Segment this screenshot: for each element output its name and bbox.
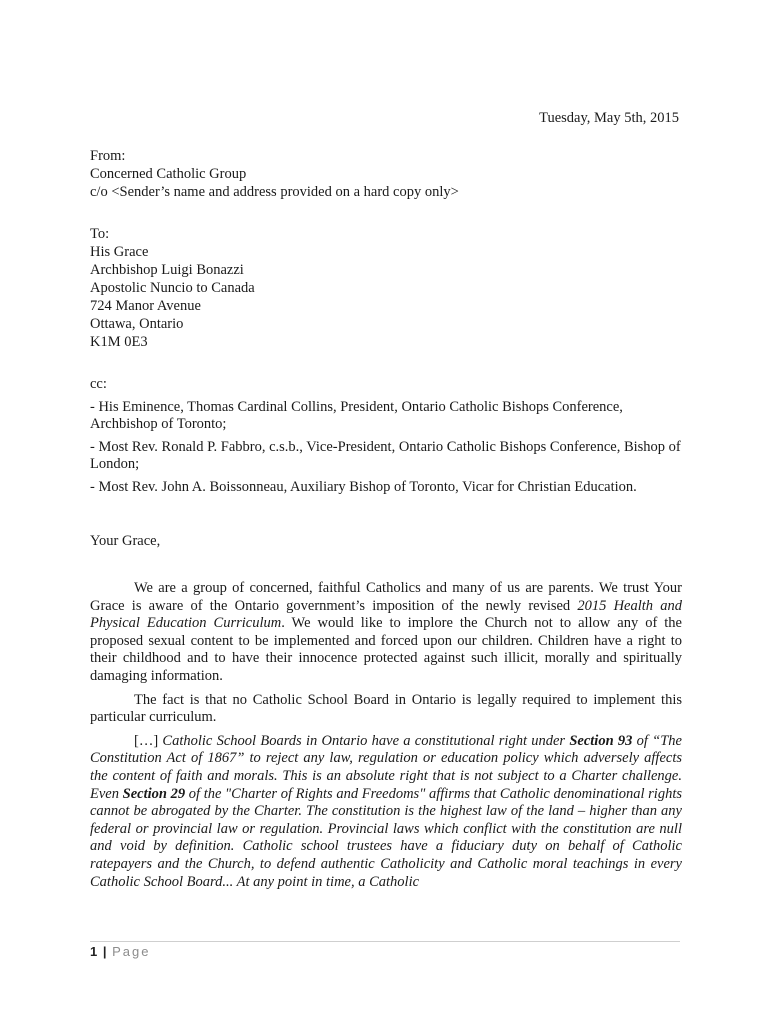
- cc-item: - Most Rev. Ronald P. Fabbro, c.s.b., Vice-President, Ontario Catholic Bishops Conference, Bishop of London;: [90, 439, 681, 472]
- recipient-line: Apostolic Nuncio to Canada: [90, 280, 255, 296]
- recipient-block: [90, 225, 682, 351]
- quoted-paragraph: [90, 733, 682, 891]
- quote-text: of the "Charter of Rights and Freedoms" affirms that Catholic denominational rights cannot be abrogated by the Charter. The constitution is the highest law of the land – higher than any federal or provincial law or regulation. Provincial laws which conflict with the constitution are null and void by definition. Catholic school trustees have a fiduciary duty on behalf of Catholic ratepayers and the Church, to defend authentic Catholicity and Catholic moral teachings in every Catholic School Board... At any point in time, a Catholic: [90, 785, 682, 890]
- footer-separator: |: [102, 944, 108, 959]
- quote-emphasis: Section 29: [122, 785, 186, 802]
- page-footer: [90, 944, 151, 959]
- from-label: From:: [90, 148, 126, 164]
- page-number: 1: [90, 944, 99, 959]
- to-label: To:: [90, 226, 110, 242]
- salutation: Your Grace,: [90, 533, 161, 549]
- quote-text: of “The Constitution Act of 1867” to reject any law, regulation or education policy which adversely affects the content of faith and morals. This is an absolute right that is not subject to a Charter challenge. Even: [90, 732, 682, 802]
- body-paragraph: [90, 580, 682, 686]
- recipient-line: K1M 0E3: [90, 334, 148, 350]
- body-paragraph: [90, 692, 682, 727]
- page-label: Page: [112, 944, 151, 959]
- recipient-line: Archbishop Luigi Bonazzi: [90, 262, 244, 278]
- cc-item: - His Eminence, Thomas Cardinal Collins, President, Ontario Catholic Bishops Conference, Archbishop of Toronto;: [90, 399, 623, 432]
- recipient-line: 724 Manor Avenue: [90, 298, 201, 314]
- curriculum-title: 2015 Health and Physical Education Curriculum: [90, 597, 682, 632]
- letter-date: Tuesday, May 5th, 2015: [539, 110, 679, 126]
- sender-line: c/o <Sender’s name and address provided on a hard copy only>: [90, 184, 459, 200]
- footer-divider: [90, 941, 680, 942]
- sender-line: Concerned Catholic Group: [90, 166, 247, 182]
- cc-label: cc:: [90, 376, 107, 392]
- body-text: . We would like to implore the Church not to allow any of the proposed sexual content to be implemented and forced upon our children. Children have a right to their childhood and to have their innocence protected against such illicit, morally and spiritually damaging information.: [90, 615, 682, 684]
- letter-body: [90, 580, 682, 897]
- sender-block: [90, 147, 682, 201]
- recipient-line: Ottawa, Ontario: [90, 316, 184, 332]
- quote-text: Catholic School Boards in Ontario have a constitutional right under: [162, 732, 570, 749]
- body-text: […]: [134, 732, 163, 749]
- cc-item: - Most Rev. John A. Boissonneau, Auxiliary Bishop of Toronto, Vicar for Christian Education.: [90, 479, 637, 495]
- cc-block: [90, 375, 682, 496]
- body-text: The fact is that no Catholic School Board in Ontario is legally required to implement this particular curriculum.: [90, 691, 682, 726]
- quote-emphasis: Section 93: [569, 732, 633, 749]
- body-text: We are a group of concerned, faithful Catholics and many of us are parents. We trust Your Grace is aware of the Ontario government’s imposition of the newly revised: [90, 580, 682, 614]
- recipient-line: His Grace: [90, 244, 149, 260]
